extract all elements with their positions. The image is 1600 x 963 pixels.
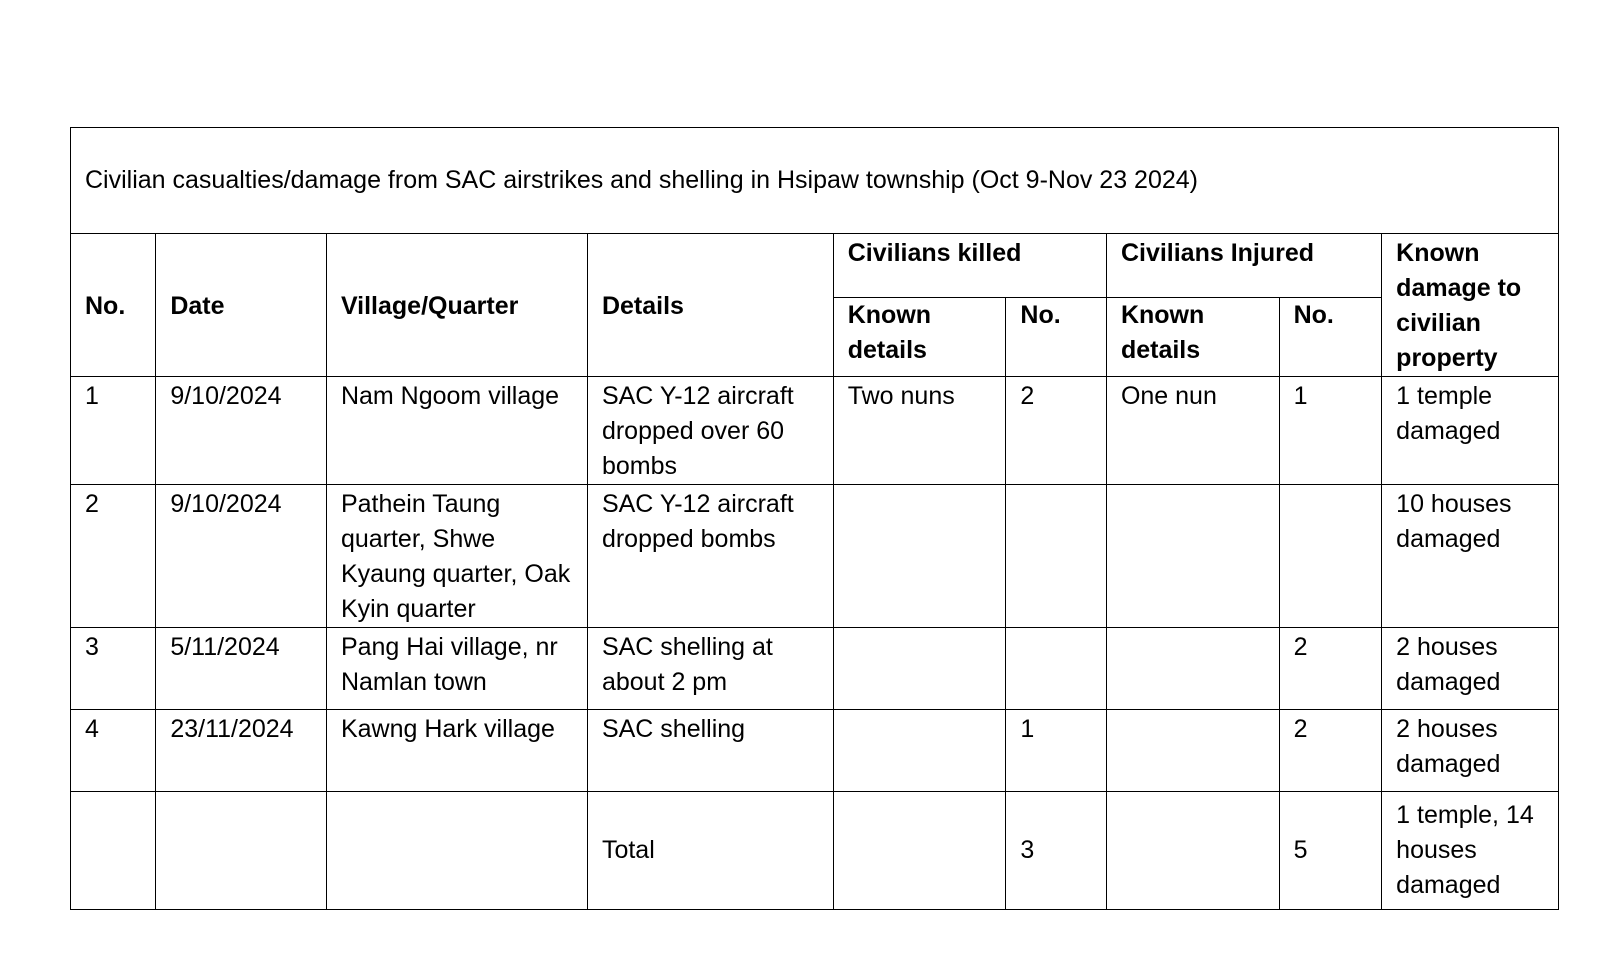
row-date: 5/11/2024	[156, 628, 327, 710]
row-property: 10 houses damaged	[1382, 485, 1559, 628]
header-injured-no: No.	[1279, 298, 1382, 377]
row-details: SAC shelling	[587, 710, 833, 792]
row-village: Nam Ngoom village	[326, 377, 587, 485]
row-date: 9/10/2024	[156, 485, 327, 628]
row-injured-no: 1	[1279, 377, 1382, 485]
header-date: Date	[156, 234, 327, 377]
total-empty-injured-details	[1106, 792, 1279, 910]
table-row	[71, 628, 1559, 710]
header-civilians-killed: Civilians killed	[833, 234, 1106, 298]
table-row	[71, 377, 1559, 485]
header-killed-known-details: Known details	[833, 298, 1006, 377]
header-details: Details	[587, 234, 833, 377]
row-no: 1	[71, 377, 156, 485]
table-row	[71, 485, 1559, 628]
row-no: 2	[71, 485, 156, 628]
row-killed-no: 1	[1006, 710, 1107, 792]
table-title: Civilian casualties/damage from SAC airstrikes and shelling in Hsipaw township (Oct 9-Nov 23 2024)	[71, 128, 1559, 234]
row-injured-details: One nun	[1106, 377, 1279, 485]
row-no: 3	[71, 628, 156, 710]
row-killed-no: 2	[1006, 377, 1107, 485]
row-killed-details	[833, 485, 1006, 628]
row-details: SAC Y-12 aircraft dropped over 60 bombs	[587, 377, 833, 485]
row-property: 2 houses damaged	[1382, 628, 1559, 710]
header-village: Village/Quarter	[326, 234, 587, 377]
total-empty-killed-details	[833, 792, 1006, 910]
header-injured-known-details: Known details	[1106, 298, 1279, 377]
row-injured-no: 2	[1279, 710, 1382, 792]
row-property: 2 houses damaged	[1382, 710, 1559, 792]
row-village: Kawng Hark village	[326, 710, 587, 792]
row-date: 23/11/2024	[156, 710, 327, 792]
row-injured-no: 2	[1279, 628, 1382, 710]
row-injured-details	[1106, 628, 1279, 710]
row-killed-details	[833, 628, 1006, 710]
total-property: 1 temple, 14 houses damaged	[1382, 792, 1559, 910]
total-injured-no: 5	[1279, 792, 1382, 910]
row-injured-details	[1106, 710, 1279, 792]
row-property: 1 temple damaged	[1382, 377, 1559, 485]
total-killed-no: 3	[1006, 792, 1107, 910]
row-village: Pang Hai village, nr Namlan town	[326, 628, 587, 710]
row-killed-details	[833, 710, 1006, 792]
casualties-table	[70, 127, 1559, 910]
total-empty-village	[326, 792, 587, 910]
header-no: No.	[71, 234, 156, 377]
row-injured-no	[1279, 485, 1382, 628]
row-details: SAC Y-12 aircraft dropped bombs	[587, 485, 833, 628]
header-property-damage: Known damage to civilian property	[1382, 234, 1559, 377]
total-empty-no	[71, 792, 156, 910]
row-details: SAC shelling at about 2 pm	[587, 628, 833, 710]
total-label: Total	[587, 792, 833, 910]
row-injured-details	[1106, 485, 1279, 628]
row-killed-no	[1006, 628, 1107, 710]
row-killed-no	[1006, 485, 1107, 628]
total-empty-date	[156, 792, 327, 910]
row-no: 4	[71, 710, 156, 792]
header-civilians-injured: Civilians Injured	[1106, 234, 1381, 298]
table-row	[71, 710, 1559, 792]
row-date: 9/10/2024	[156, 377, 327, 485]
total-row	[71, 792, 1559, 910]
header-killed-no: No.	[1006, 298, 1107, 377]
row-village: Pathein Taung quarter, Shwe Kyaung quarter, Oak Kyin quarter	[326, 485, 587, 628]
row-killed-details: Two nuns	[833, 377, 1006, 485]
